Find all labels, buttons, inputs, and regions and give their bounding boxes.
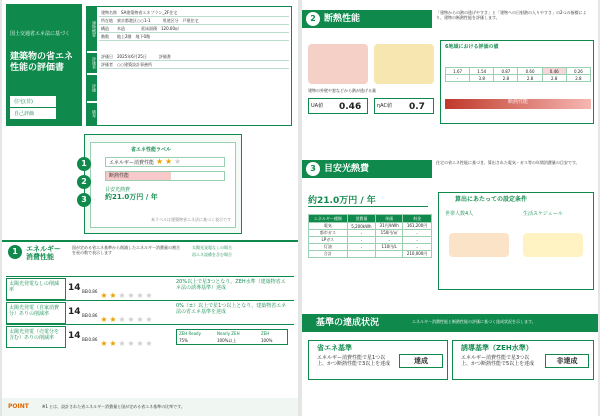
sec3-num: 3 [306,162,320,176]
sec3-desc: 住宅の省エネ性能に基づき、算出された電気・ガス等の年間消費量の目安です。 [436,160,580,165]
sec3-title: 目安光熱費 [324,164,370,174]
region-cell: 2.8 [566,75,590,82]
region-cell: - [446,75,470,82]
star-icon: ★ [174,157,182,166]
cost-cell [376,251,403,258]
region-box [440,40,594,124]
zeh-ready-pct: 75% [179,338,188,343]
cost-cell: - [376,237,403,244]
star-icon: ★ [109,315,117,324]
star-icon: ★ [118,315,126,324]
cost-cell: 5,200kWh [347,223,375,230]
sec1-desc: 国が定める省エネ基準から削減したエネルギー消費量の割合を星の数で表示します [72,245,180,255]
eta-value: 0.7 [409,102,425,112]
label-head: 省エネ性能ラベル [131,147,172,153]
star-icon: ★ [145,291,153,300]
cost-cell: - [403,230,432,237]
row-pct: 14 [68,331,81,341]
std2-result: 非達成 [545,354,589,368]
self-eval-button[interactable]: 自己評価 [10,108,56,119]
std2-head: 誘導基準（ZEH水準） [461,344,533,352]
nearly-zeh-pct: 100%以上 [217,338,237,343]
region-table [445,67,591,82]
cost-cell: 210,000円 [403,251,432,258]
num-1: 1 [77,157,91,171]
zeh-label: ZEH [261,331,270,336]
sec1-num: 1 [8,245,22,259]
cost-head: エネルギー種類 [309,215,348,223]
ua-caption: 建物の外壁や窓などから熱が逃げる量 [308,88,376,93]
rating-row [6,300,294,324]
star-icon: ★ [136,315,144,324]
row-pct: 14 [68,307,81,317]
applicant-button[interactable]: 住宅(非) [10,96,56,107]
right-page [302,0,598,416]
row-stars [100,331,154,350]
rating-row [6,324,294,348]
row-sub: BEI0.86 [82,313,98,318]
row-label: 太陽光発電（売電分を含む）ありの削減率 [6,326,66,348]
row-sub: BEI0.86 [82,337,98,342]
cost-cell: - [347,237,375,244]
row-text: 0%（±）以上で星1つ以上となり、建築物省エネ法の省エネ基準を達成 [176,303,287,315]
table-row: 所在地 東京都港区○○1-1 用途区分 戸建住宅 [99,17,289,25]
cost-cell: 電気 [309,223,348,230]
ua-label: UA値 [311,103,324,109]
sec2-title: 断熱性能 [324,14,361,24]
star-icon: ★ [145,315,153,324]
label-house [81,142,236,228]
energy-bar: エネルギー消費性能 ★ ★ ★ [105,157,225,167]
left-page [2,0,298,416]
cost-table [308,214,432,258]
table-row: 建物名称 SA建築物省エネプラン_2F住宅 [99,9,289,17]
ua-house [308,44,368,84]
cost-cell: 灯油 [309,244,348,251]
label-note: 本ラベルは建築物省エネ法に基づく表示です [151,217,231,222]
calc-box [438,192,594,290]
banner-subtitle: 国土交通省エネ法に基づく [10,31,71,37]
point-text: ※1 とは、設計された省エネルギー消費量と国が定める省エネ基準の比率です。 [42,404,185,409]
cost-cell: - [403,244,432,251]
std1-result: 達成 [399,354,443,368]
row-label: 太陽光発電なしの削減率 [6,278,66,300]
region-cell: 1.54 [470,68,494,75]
star-icon: ★ [127,291,135,300]
std1-text: エネルギー消費性能で星1つ以上、かつ断熱性能で3以上を達成 [317,355,391,367]
table-row: 評価者 ○○建築設計事務所 [99,61,289,69]
cost-cell: 150円/㎥ [376,230,403,237]
star-icon: ★ [145,339,153,348]
cost-label: 目安光熱費 [105,187,131,193]
region-cell: 0.60 [518,68,542,75]
star-icon: ★ [136,291,144,300]
insul-bar: 断熱性能 [105,171,225,181]
cost-cell: - [347,244,375,251]
row-label: 太陽光発電（自家消費分）ありの削減率 [6,302,66,324]
zeh-scale [176,329,288,345]
star-icon: ★ [109,291,117,300]
cost-value: 約21.0万円 / 年 [105,193,158,201]
cost-cell [347,251,375,258]
head-evaluator: 評価者 [87,53,97,73]
rating-row [6,276,294,300]
cost-cell: - [347,230,375,237]
family-icon [449,233,509,257]
std2-box [452,340,594,380]
eta-box [374,98,434,114]
cost-cell: 31円/kWh [376,223,403,230]
rating-rows [6,276,294,348]
region-cell: 0.87 [494,68,518,75]
head-overview: 建物概要 [87,7,97,51]
nearly-zeh-label: Nearly ZEH [217,331,240,336]
sec2-num: 2 [306,12,320,26]
zeh-pct: 100% [261,338,273,343]
region-cell: 3.8 [470,75,494,82]
std2-text: エネルギー消費性能で星3つ以上、かつ断熱性能で5以上を達成 [461,355,535,367]
region-cell: 2.8 [518,75,542,82]
cost-head: 料金 [403,215,432,223]
sec4-desc: エネルギー消費性能と断熱性能の評価に基づく達成状況を示します。 [412,319,536,324]
region-cell: 2.8 [494,75,518,82]
region-cell: 1.67 [446,68,470,75]
ua-box [308,98,368,114]
calc-title: 算出にあたっての設定条件 [455,196,528,203]
sec1-band [2,240,298,260]
cost-cell: - [403,237,432,244]
sec4-band [302,314,598,332]
star-icon: ★ [100,291,108,300]
point-tag: POINT [8,403,29,410]
region-cell: 0.26 [566,68,590,75]
region-title: 6地域における評価の値 [445,44,499,50]
banner-title: 建築物の省エネ性能の評価書 [10,52,74,73]
sec1-note1: 太陽光発電なしの場合 [192,245,232,250]
row-sub: BEI0.86 [82,289,98,294]
sec2-desc: 「建物からの熱の逃げやすさ」と「建物への日射熱の入りやすさ」の2つの指標により、建物の断熱性能を評価します。 [436,10,587,20]
star-icon: ★ [109,339,117,348]
star-icon: ★ [165,157,173,166]
std1-head: 省エネ基準 [317,344,352,352]
sec4-title: 基準の達成状況 [316,318,380,328]
sec1-title: エネルギー消費性能 [26,245,61,261]
star-icon: ★ [156,157,164,166]
sec3-band [302,160,432,178]
table-row: 階数 地上2階 地下0階 [99,33,289,41]
cost-cell: 110円/L [376,244,403,251]
star-icon: ★ [127,339,135,348]
star-icon: ★ [100,315,108,324]
table-row: 構造 木造 延床面積 120.00㎡ [99,25,289,33]
num-2: 2 [77,175,91,189]
cost-value: 約21.0万円 / 年 [308,196,428,207]
zeh-ready-label: ZEH Ready [179,331,201,336]
table-row: 評価日 2025年6月25日 評価書 [99,53,289,61]
point-box [2,398,298,416]
star-icon: ★ [100,339,108,348]
schedule-icon [523,233,583,257]
title-banner [6,4,82,126]
schedule-label: 生活スケジュール [523,211,563,217]
cost-cell: LPガス [309,237,348,244]
region-cell: 0.46 [542,68,566,75]
star-icon: ★ [118,339,126,348]
ua-value: 0.46 [339,102,362,112]
star-icon: ★ [136,339,144,348]
cost-cell: 都市ガス [309,230,348,237]
head-note: 備考 [87,103,97,125]
region-cell: 2.8 [542,75,566,82]
cost-head: 単価 [376,215,403,223]
star-icon: ★ [127,315,135,324]
sec1-note2: 再エネ設備を含む場合 [192,252,232,257]
insul-scale: 断熱性能 [445,99,591,109]
cost-cell: 161,200円 [403,223,432,230]
eta-house [374,44,434,84]
row-pct: 14 [68,283,81,293]
row-text: 20%以上で星3つとなり、ZEH水準（建築物省エネ法の誘導基準）達成 [176,279,286,291]
std1-box [308,340,448,380]
cost-cell: 合計 [309,251,348,258]
eta-label: ηAC値 [377,103,392,109]
cost-head: 消費量 [347,215,375,223]
info-table [86,6,292,126]
head-eval: 評価 [87,75,97,101]
num-3: 3 [77,193,91,207]
sec2-band [302,10,432,28]
star-icon: ★ [118,291,126,300]
people-label: 世帯人数4人 [445,211,474,217]
